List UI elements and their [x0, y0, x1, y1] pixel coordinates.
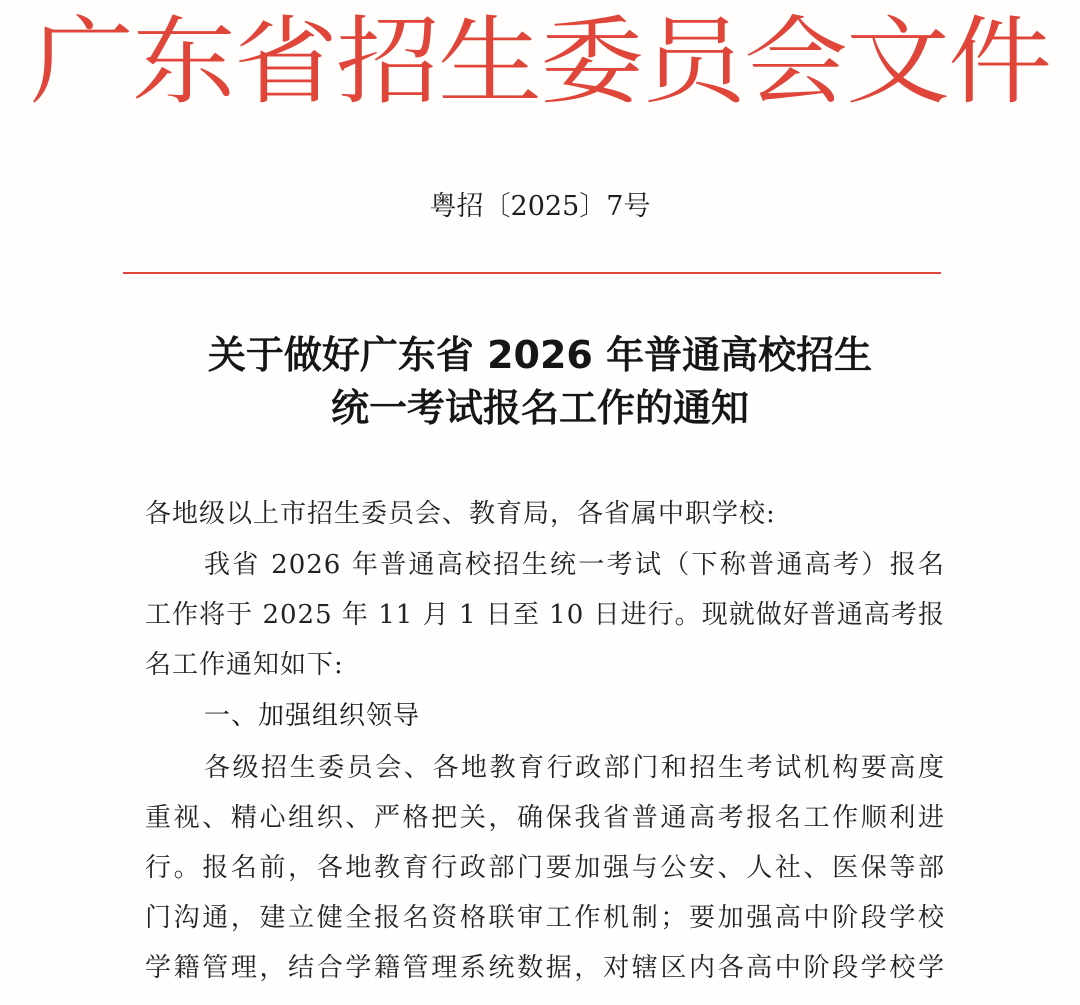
document-title-line-2: 统一考试报名工作的通知: [330, 386, 749, 430]
document-number: 粤招〔2025〕7号: [429, 191, 651, 222]
intro-paragraph-line: 名工作通知如下:: [145, 650, 344, 680]
section-paragraph-line: 重视、精心组织、严格把关，确保我省普通高考报名工作顺利进: [145, 803, 945, 833]
intro-paragraph-line: 我省 2026 年普通高校招生统一考试（下称普通高考）报名: [204, 550, 945, 580]
red-divider-line: [123, 272, 941, 274]
intro-paragraph-line: 工作将于 2025 年 11 月 1 日至 10 日进行。现就做好普通高考报: [145, 600, 945, 630]
section-paragraph-line: 学籍管理，结合学籍管理系统数据，对辖区内各高中阶段学校学: [145, 953, 945, 983]
salutation: 各地级以上市招生委员会、教育局，各省属中职学校:: [145, 499, 776, 529]
section-paragraph-line: 门沟通，建立健全报名资格联审工作机制；要加强高中阶段学校: [145, 903, 945, 933]
section-heading: 一、加强组织领导: [204, 701, 421, 731]
issuing-agency-header: 广东省招生委员会文件: [29, 5, 1050, 118]
section-paragraph-line: 各级招生委员会、各地教育行政部门和招生考试机构要高度: [204, 753, 945, 783]
section-paragraph-line: 行。报名前，各地教育行政部门要加强与公安、人社、医保等部: [145, 853, 945, 883]
document-title-line-1: 关于做好广东省 2026 年普通高校招生: [207, 333, 873, 377]
